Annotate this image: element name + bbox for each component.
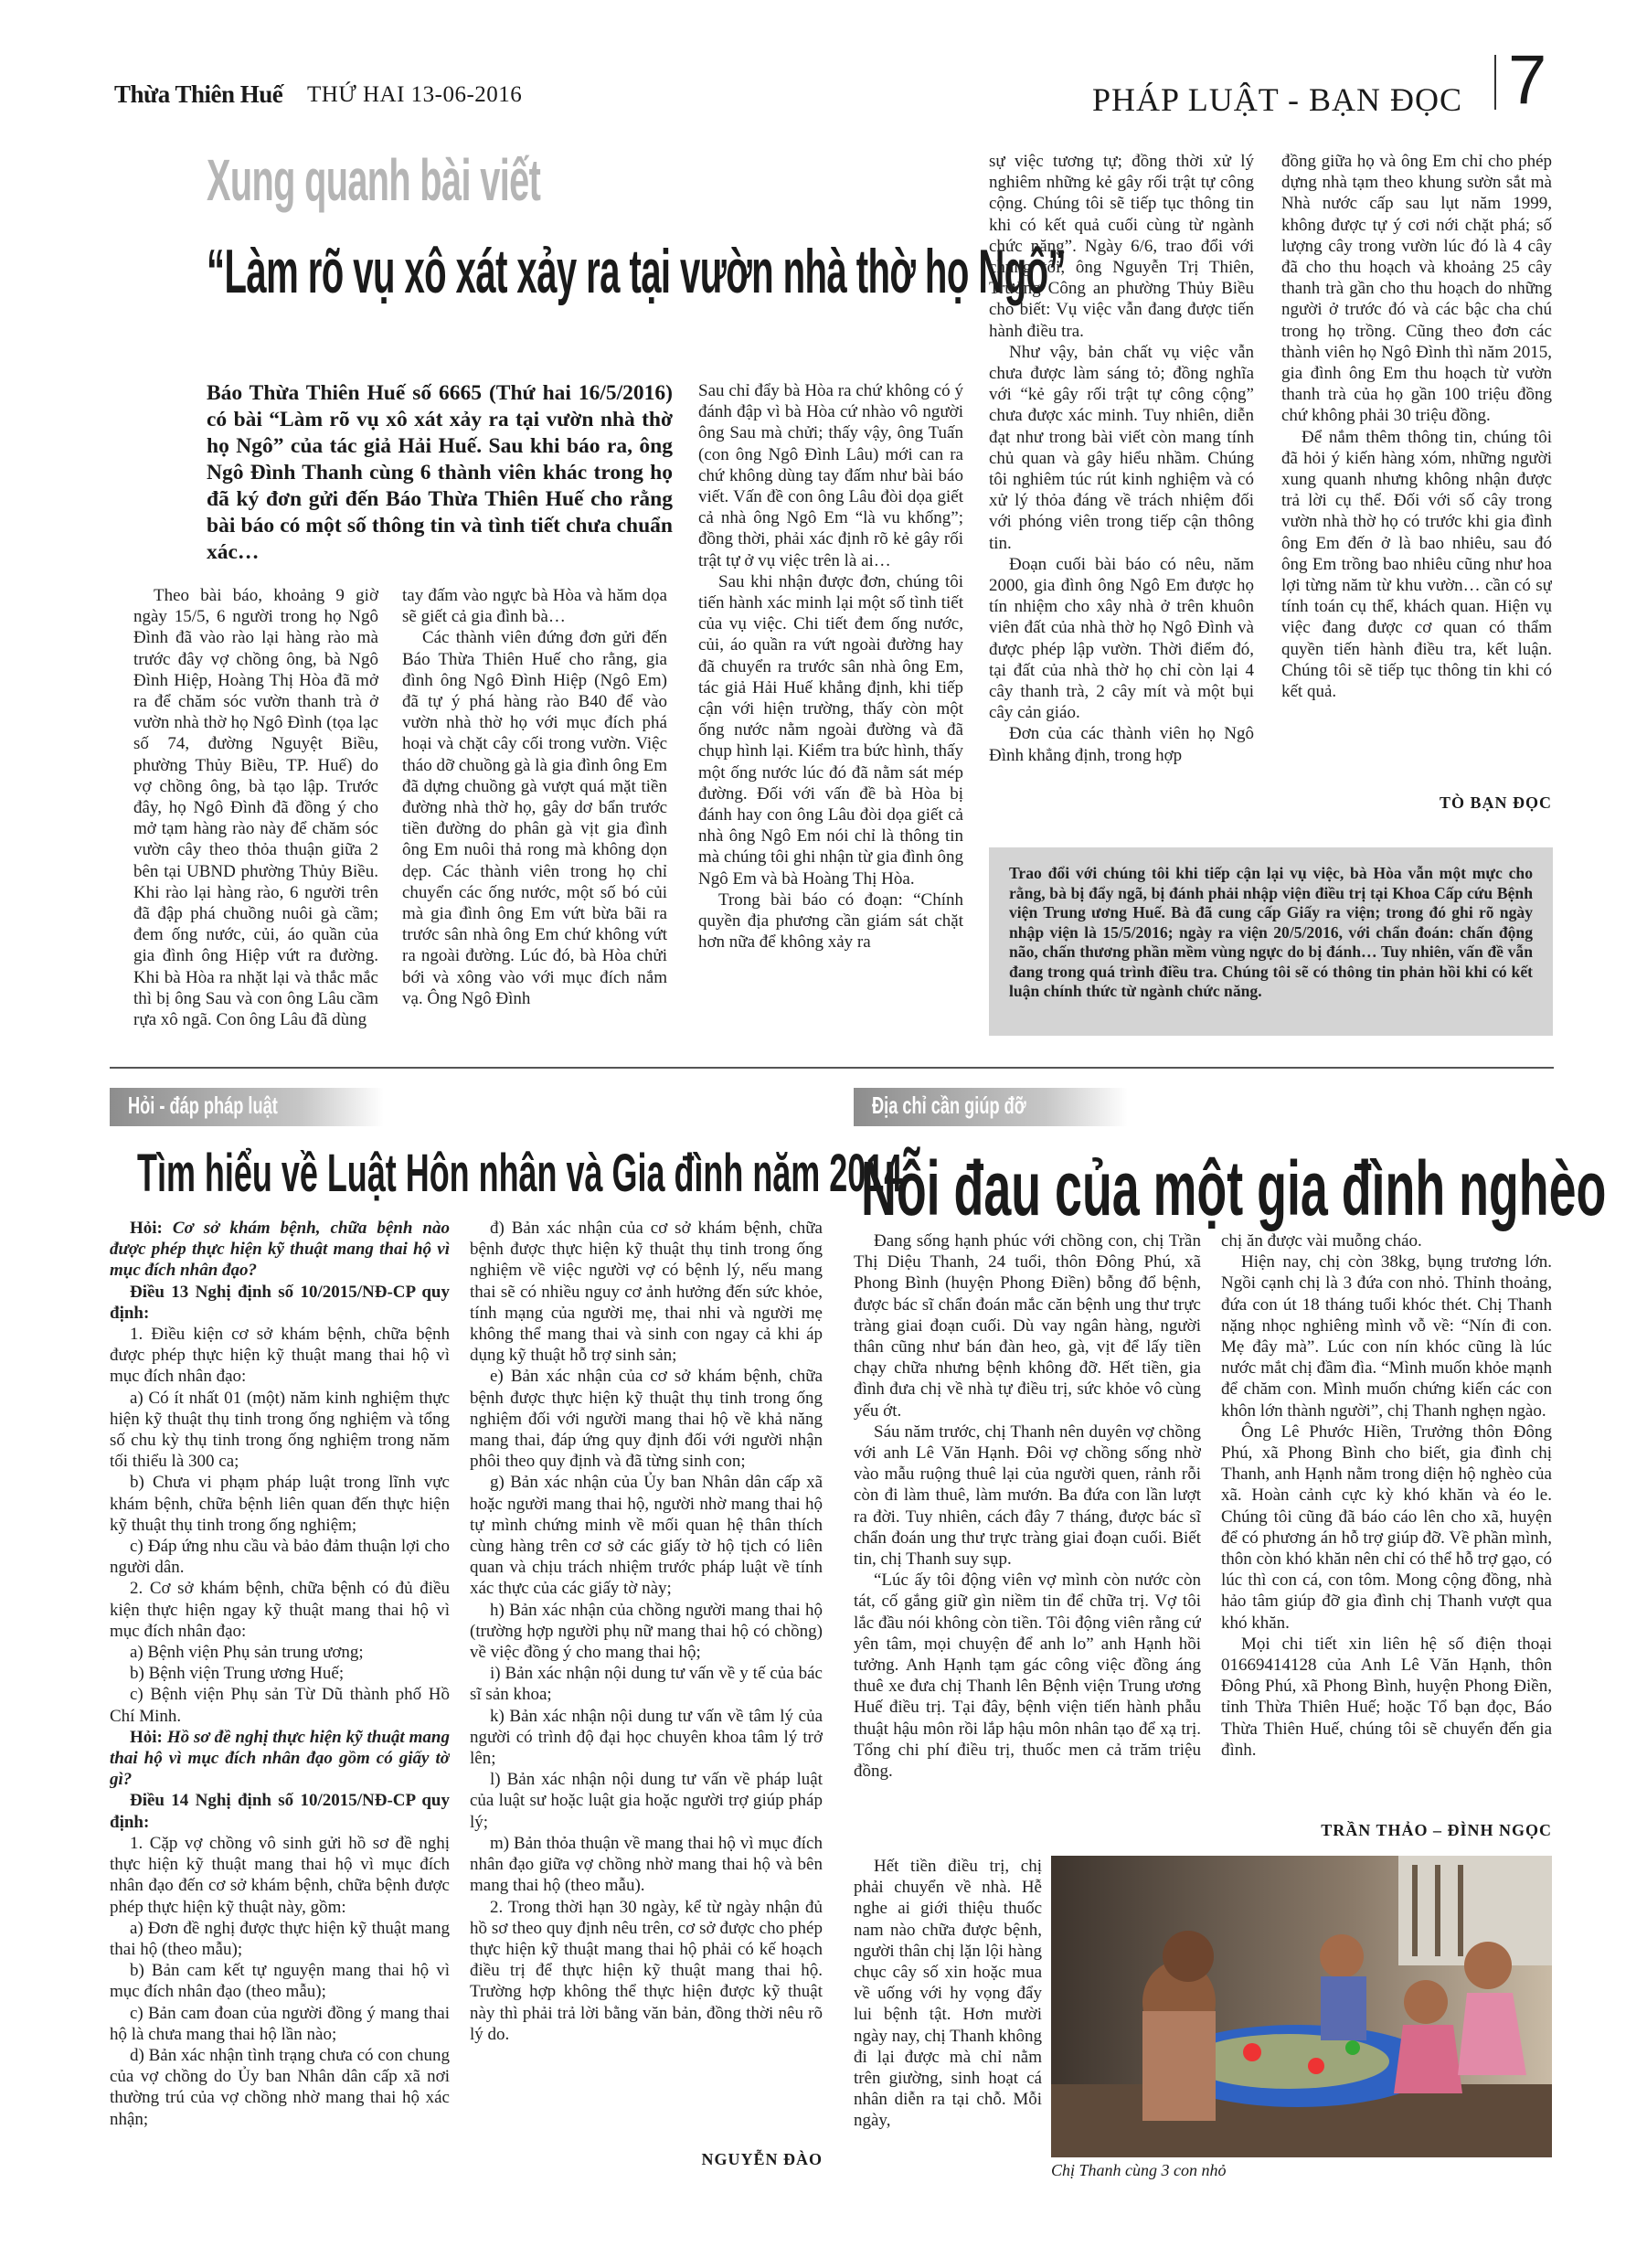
paragraph-text: c) Bệnh viện Phụ sản Từ Dũ thành phố Hồ Chí Minh. [110,1685,450,1726]
paragraph: Như vậy, bản chất vụ việc vẫn chưa được làm sáng tỏ; đồng nghĩa với “kẻ gây rối trật tự công cộng” chưa được xác minh. Tuy nhiên, diễn đạt như trong bài viết còn mang tính chủ quan và gây hiểu nhầm. Chúng tôi nghiêm túc rút kinh nghiệm và có xử lý thỏa đáng về trách nhiệm đối với phóng viên trong tiếp cận thông tin. [989,342,1254,553]
paragraph [110,2003,450,2045]
paragraph: Sáu năm trước, chị Thanh nên duyên vợ chồng với anh Lê Văn Hạnh. Đôi vợ chồng sống nhờ vào mẫu ruộng thuê lại của người quen, rảnh rỗi còn đi làm thuê, làm mướn. Ba đứa con lần lượt ra đời. Tuy nhiên, cách đây 7 tháng, được bác sĩ chẩn đoán ung thư trực tràng giai đoạn cuối. Biết tin, chị Thanh suy sụp. [854,1421,1201,1570]
help-section-label: Địa chỉ cần giúp đỡ [854,1088,1128,1126]
qa-column-2 [470,1218,823,2150]
article-headline: “Làm rõ vụ xô xát xảy ra tại vườn nhà thờ họ Ngô” [207,237,1067,306]
paragraph-text: c) Bản cam đoan của người đồng ý mang thai hộ là chưa mang thai hộ lần nào; [110,2003,450,2044]
paragraph: k) Bản xác nhận nội dung tư vấn về tâm lý của người có trình độ đại học chuyên khoa tâm lý trở lên; [470,1706,823,1769]
paragraph: Ông Lê Phước Hiền, Trưởng thôn Đông Phú, xã Phong Bình cho biết, gia đình chị Thanh, anh Hạnh nằm trong diện hộ nghèo của xã. Hoàn cảnh cực kỳ khó khăn và éo le. Chúng tôi cũng đã báo cáo lên cho xã, huyện để có phương án hỗ trợ giúp đỡ. Về phần mình, thôn còn khó khăn nên chỉ có thể hỗ trợ gạo, có lúc thì con cá, con tôm. Mong cộng đồng, nhà hảo tâm giúp đỡ gia đình chị Thanh vượt qua khó khăn. [1221,1421,1552,1633]
paragraph: “Lúc ấy tôi động viên vợ mình còn nước còn tát, cố gắng giữ gìn niềm tin để chữa trị. Vợ tôi lắc đầu nói không còn tiền. Tôi động viên rằng cứ yên tâm, mọi chuyện để anh lo” anh Hạnh hồi tưởng. Anh Hạnh tạm gác công việc đồng áng thuê xe đưa chị Thanh lên Bệnh viện Trung ương Huế điều trị. Tại đây, bệnh viện tiến hành phẫu thuật hậu môn rồi lắp hậu môn nhân tạo để xạ trị. Tổng chi phí điều trị, thuốc men cả trăm triệu đồng. [854,1571,1201,1782]
help-headline: Nỗi đau của một gia đình nghèo [861,1145,1607,1231]
paragraph [110,1960,450,2002]
paragraph: Các thành viên đứng đơn gửi đến Báo Thừa Thiên Huế cho rằng, gia đình ông Ngô Đình Hiệp (Ngô Em) đã tự ý phá hàng rào B40 để vào vườn nhà thờ họ với mục đích phá hoại và chặt cây cối trong vườn. Việc tháo dỡ chuồng gà là gia đình ông Em đã dựng chuồng gà vượt quá mặt tiền đường nhà thờ họ, gây dơ bẩn trước tiền đường do phân gà vịt gia đình ông Em nuôi thả rong mà không dọn dẹp. Các thành viên trong họ chỉ chuyển các ống nước, một số bó củi mà gia đình ông Em vứt bừa bãi ra trước sân nhà ông Em chứ không vứt ra ngoài đường. Lúc đó, bà Hòa chửi bới và xông vào với mục đích nắm vạ. Ông Ngô Đình [402,628,667,1008]
paragraph-text: 2. Cơ sở khám bệnh, chữa bệnh có đủ điều kiện thực hiện ngay kỹ thuật mang thai hộ vì mục đích nhân đạo: [110,1579,450,1641]
paragraph: chị ăn được vài muỗng cháo. [1221,1231,1422,1251]
top-column-4 [989,151,1254,827]
paragraph-text: a) Có ít nhất 01 (một) năm kinh nghiệm thực hiện kỹ thuật thụ tinh trong ống nghiệm và tổng số chu kỳ thụ tinh trong ống nghiệm trong năm tối thiểu là 300 ca; [110,1388,450,1472]
section-title: PHÁP LUẬT - BẠN ĐỌC [1092,81,1463,118]
paragraph [110,1642,450,1663]
paragraph [110,1324,450,1388]
family-photo-illustration [1051,1856,1552,2157]
top-column-3 [698,380,963,1055]
paragraph [110,1918,450,1960]
question-text: Cơ sở khám bệnh, chữa bệnh nào được phép thực hiện kỹ thuật mang thai hộ vì mục đích nhân đạo? [110,1219,450,1281]
article-lead: Báo Thừa Thiên Huế số 6665 (Thứ hai 16/5/2016) có bài “Làm rõ vụ xô xát xảy ra tại vườn nhà thờ họ Ngô” của tác giả Hải Huế. Sau khi báo ra, ông Ngô Đình Thanh cùng 6 thành viên khác trong họ đã ký đơn gửi đến Báo Thừa Thiên Huế cho rằng bài báo có một số thông tin và tình tiết chưa chuẩn xác… [207,381,673,564]
paragraph: Đơn của các thành viên họ Ngô Đình khẳng định, trong hợp [989,724,1254,765]
paragraph-text: Điều 13 Nghị định số 10/2015/NĐ-CP quy định: [110,1282,450,1323]
question-text: Hồ sơ đề nghị thực hiện kỹ thuật mang thai hộ vì mục đích nhân đạo gồm có giấy tờ gì? [110,1727,450,1790]
paragraph: l) Bản xác nhận nội dung tư vấn về pháp luật của luật sư hoặc luật gia hoặc người trợ giúp pháp lý; [470,1770,823,1832]
qa-headline: Tìm hiểu về Luật Hôn nhân và Gia đình năm 2014 [137,1144,903,1203]
paragraph: đ) Bản xác nhận của cơ sở khám bệnh, chữa bệnh được thực hiện kỹ thuật thụ tinh trong ống nghiệm về việc người vợ có bệnh lý, nếu mang thai sẽ có nhiều nguy cơ ảnh hưởng đến sức khỏe, tính mạng của người mẹ, thai nhi và người mẹ không thể mang thai và sinh con ngay cả khi áp dụng kỹ thuật hỗ trợ sinh sản; [470,1219,823,1366]
paragraph: 2. Trong thời hạn 30 ngày, kể từ ngày nhận đủ hồ sơ theo quy định nêu trên, cơ sở được cho phép thực hiện kỹ thuật mang thai hộ phải có kế hoạch điều trị để thực hiện kỹ thuật mang thai hộ. Trường hợp không thể thực hiện được kỹ thuật này thì phải trả lời bằng văn bản, đồng thời nêu rõ lý do. [470,1897,823,2044]
sidebar-note-box: Trao đổi với chúng tôi khi tiếp cận lại vụ việc, bà Hòa vẫn một mực cho rằng, bà bị đẩy ngã, bị đánh phải nhập viện điều trị tại Khoa Cấp cứu Bệnh viện Trung ương Huế. Bà đã cung cấp Giấy ra viện; trong đó ghi rõ ngày nhập viện là 15/5/2016; ngày ra viện 20/5/2016, với chẩn đoán: chấn động não, chấn thương phần mềm vùng ngực do bị đánh… Tuy nhiên, vấn đề vẫn đang trong quá trình điều tra. Chúng tôi sẽ có thông tin phản hồi khi có kết luận chính thức từ ngành chức năng. [989,847,1553,1036]
paragraph-text: d) Bản xác nhận tình trạng chưa có con chung của vợ chồng do Ủy ban Nhân dân cấp xã nơi thường trú của vợ chồng nhờ mang thai hộ xác nhận; [110,2045,450,2129]
article-kicker: Xung quanh bài viết [207,147,541,213]
paragraph [110,1536,450,1578]
top-signature: TÒ BẠN ĐỌC [1439,793,1552,812]
paragraph: Đoạn cuối bài báo có nêu, năm 2000, gia đình ông Ngô Em được họ tín nhiệm cho xây nhà ở trên khuôn viên đất của nhà thờ họ Ngô Đình và được phép lập vườn. Thời điểm đó, tại đất của nhà thờ họ chỉ còn lại 4 cây thanh trà, 2 cây mít và một bụi cây cản giáo. [989,554,1254,723]
paragraph-text: Hỏi: [130,1219,173,1238]
paragraph [110,1684,450,1726]
paragraph: Theo bài báo, khoảng 9 giờ ngày 15/5, 6 người trong họ Ngô Đình đã vào rào lại hàng rào mà trước đây vợ chồng ông, bà Ngô Đình Hiệp, Hoàng Thị Hòa đã mở ra để chăm sóc vườn thanh trà ở vườn nhà thờ họ Ngô Đình (tọa lạc số 74, đường Nguyệt Biều, phường Thủy Biều, TP. Huế) do vợ chồng ông, bà tạo lập. Trước đây, họ Ngô Đình đã đồng ý cho mở tạm hàng rào này để chăm sóc vườn cây theo thỏa thuận giữa 2 bên tại UBND phường Thủy Biều. Khi rào lại hàng rào, 6 người trên đã đập phá chuồng nuôi gà cầm; đem ống nước, củi, áo quần của gia đình ông Hiệp vứt ra đường. Khi bà Hòa ra nhặt lại và thắc mắc thì bị ông Sau và con ông Lâu cầm rựa xô ngã. Con ông Lâu đã dùng [133,586,378,1030]
paragraph-text: 1. Cặp vợ chồng vô sinh gửi hồ sơ đề nghị thực hiện kỹ thuật mang thai hộ vì mục đích nhân đạo đến cơ sở khám bệnh, chữa bệnh được phép thực hiện kỹ thuật này, gồm: [110,1833,450,1917]
newspaper-name: Thừa Thiên Huế [114,80,283,108]
paragraph [110,1663,450,1684]
qa-signature: NGUYỄN ĐÀO [701,2150,823,2168]
qa-section-label: Hỏi - đáp pháp luật [110,1088,384,1126]
paragraph-text: Điều 14 Nghị định số 10/2015/NĐ-CP quy định: [110,1791,450,1832]
paragraph [110,1578,450,1642]
paragraph [110,1790,450,1832]
paragraph: Để nắm thêm thông tin, chúng tôi đã hỏi ý kiến hàng xóm, những người xung quanh nhưng không nhận được trả lời cụ thể. Đối với số cây trong vườn nhà thờ họ có trước khi gia đình ông Em đến ở là bao nhiêu, sau đó ông Em trồng bao nhiêu cũng như hoa lợi từng năm từ khu vườn… cần có sự tính toán cụ thể, khách quan. Hiện vụ việc đang được cơ quan có thẩm quyền tiến hành điều tra, kết luận. Chúng tôi sẽ tiếp tục thông tin khi có kết quả. [1281,427,1552,702]
paragraph [110,1388,450,1473]
photo-caption: Chị Thanh cùng 3 con nhỏ [1051,2161,1227,2179]
paragraph: tay đấm vào ngực bà Hòa và hăm dọa sẽ giết cả gia đình bà… [402,586,667,627]
paragraph [110,1833,450,1918]
top-column-5 [1281,151,1552,791]
paragraph: h) Bản xác nhận của chồng người mang thai hộ (trường hợp người phụ nữ mang thai hộ có chồng) về việc đồng ý cho mang thai hộ; [470,1600,823,1663]
header-divider [1494,55,1496,110]
help-signature: TRẦN THẢO – ĐÌNH NGỌC [1321,1821,1552,1839]
paragraph-text: a) Đơn đề nghị được thực hiện kỹ thuật mang thai hộ (theo mẫu); [110,1918,450,1959]
issue-date: THỨ HAI 13-06-2016 [307,82,523,107]
paragraph: m) Bản thỏa thuận về mang thai hộ vì mục đích nhân đạo giữa vợ chồng nhờ mang thai hộ và bên mang thai hộ (theo mẫu). [470,1833,823,1896]
paragraph-text: b) Bản cam kết tự nguyện mang thai hộ vì mục đích nhân đạo (theo mẫu); [110,1961,450,2002]
page-number: 7 [1508,41,1547,119]
paragraph: Hiện nay, chị còn 38kg, bụng trương lớn. Ngồi cạnh chị là 3 đứa con nhỏ. Thỉnh thoảng, đứa con út 18 tháng tuổi khóc thét. Chị Thanh nặng nhọc nghiêng mình vỗ về: “Nín đi con. Mẹ đây mà”. Lúc con nín khóc cũng là lúc nước mắt chị đầm đìa. “Mình muốn khỏe mạnh để chăm con. Mình muốn chứng kiến các con khôn lớn thành người”, chị Thanh nghẹn ngào. [1221,1252,1552,1421]
paragraph: Đang sống hạnh phúc với chồng con, chị Trần Thị Diệu Thanh, 24 tuổi, thôn Đông Phú, xã Phong Bình (huyện Phong Điền) bỗng đổ bệnh, được bác sĩ chẩn đoán mắc căn bệnh ung thư trực tràng giai đoạn cuối. Dù vay ngân hàng, người thân cũng như bán đàn heo, gà, vịt để lấy tiền chạy chữa nhưng bệnh không đỡ. Hết tiền, gia đình đưa chị về nhà tự điều trị, sức khỏe vô cùng yếu ớt. [854,1231,1201,1421]
qa-column-1 [110,1218,450,2159]
paragraph: Mọi chi tiết xin liên hệ số điện thoại 01669414128 của Anh Lê Văn Hạnh, thôn Đông Phú, xã Phong Bình, huyện Phong Điền, tỉnh Thừa Thiên Huế; hoặc Tổ bạn đọc, Báo Thừa Thiên Huế, chúng tôi sẽ chuyển đến gia đình. [1221,1634,1552,1760]
paragraph: e) Bản xác nhận của cơ sở khám bệnh, chữa bệnh được thực hiện kỹ thuật thụ tinh trong ống nghiệm đối với người mang thai hộ về khả năng mang thai, đáp ứng quy định đối với người nhận phôi theo quy định và đã từng sinh con; [470,1367,823,1472]
paragraph [110,1727,450,1791]
paragraph: đồng giữa họ và ông Em chỉ cho phép dựng nhà tạm theo khung sườn sắt mà Nhà nước cấp sau lụt năm 1999, không được tự ý cơi nới chặt phá; số lượng cây trong vườn lúc đó là 4 cây đã cho thu hoạch và khoảng 25 cây thanh trà gần cho thu hoạch do những người ở trước đó và các bậc cha chú trong họ trồng. Cũng theo đơn các thành viên họ Ngô Đình thì năm 2015, gia đình ông Em thu hoạch từ vườn thanh trà của họ gần 100 triệu đồng chứ không phải 30 triệu đồng. [1281,152,1552,426]
family-photo [1051,1856,1552,2157]
paragraph [110,1218,450,1282]
paragraph-text: b) Chưa vi phạm pháp luật trong lĩnh vực khám bệnh, chữa bệnh liên quan đến thực hiện kỹ thuật thụ tinh trong ống nghiệm; [110,1473,450,1535]
top-column-2 [402,585,667,1056]
paragraph-text: 1. Điều kiện cơ sở khám bệnh, chữa bệnh được phép thực hiện kỹ thuật mang thai hộ vì mục đích nhân đạo: [110,1325,450,1387]
paragraph: i) Bản xác nhận nội dung tư vấn về y tế của bác sĩ sản khoa; [470,1664,823,1705]
help-column-2 [1221,1230,1552,1806]
paragraph: Sau chỉ đẩy bà Hòa ra chứ không có ý đánh đập vì bà Hòa cứ nhào vô người ông Sau mà chửi; thấy vậy, ông Tuấn (con ông Ngô Đình Lâu) mới can ra chứ không dùng tay đấm như bài báo viết. Vấn đề con ông Lâu đòi dọa giết cả nhà ông Ngô Em “là vu khống”; đồng thời, phải xác định rõ kẻ gây rối trật tự ở vụ việc trên là ai… [698,381,963,570]
paragraph: sự việc tương tự; đồng thời xử lý nghiêm những kẻ gây rối trật tự công cộng. Chúng tôi sẽ tiếp tục thông tin khi có kết quả cuối cùng từ ngành chức năng”. Ngày 6/6, trao đổi với chúng tôi, ông Nguyễn Trị Thiên, Trưởng Công an phường Thủy Biều cho biết: Vụ việc vẫn đang được tiến hành điều tra. [989,152,1254,341]
paragraph-text: a) Bệnh viện Phụ sản trung ương; [130,1643,364,1663]
paragraph: Hết tiền điều trị, chị phải chuyển về nhà. Hễ nghe ai giới thiệu thuốc nam nào chữa được bệnh, người thân chị lặn lội hàng chục cây số xin hoặc mua về uống với hy vọng đẩy lui bệnh tật. Hơn mười ngày nay, chị Thanh không đi lại được mà chỉ nằm trên giường, sinh hoạt cá nhân diễn ra tại chỗ. Mỗi ngày, [854,1857,1042,2131]
paragraph [110,1282,450,1324]
help-column-1 [854,1230,1201,1852]
paragraph: Trong bài báo có đoạn: “Chính quyền địa phương cần giám sát chặt hơn nữa để không xảy ra [698,889,963,953]
paragraph [110,1472,450,1536]
paragraph-text: Hỏi: [130,1727,167,1747]
paragraph [110,2045,450,2130]
paragraph: g) Bản xác nhận của Ủy ban Nhân dân cấp xã hoặc người mang thai hộ, người nhờ mang thai hộ tự mình chứng minh về mối quan hệ thân thích cùng hàng trên cơ sở các giấy tờ hộ tịch có liên quan và chịu trách nhiệm trước pháp luật về tính xác thực của các giấy tờ này; [470,1473,823,1599]
paragraph-text: c) Đáp ứng nhu cầu và bảo đảm thuận lợi cho người dân. [110,1537,450,1578]
top-column-1 [133,585,378,1056]
paragraph-text: b) Bệnh viện Trung ương Huế; [130,1664,345,1684]
paragraph: Sau khi nhận được đơn, chúng tôi tiến hành xác minh lại một số tình tiết của vụ việc. Chi tiết đem ống nước, củi, áo quần ra vứt ngoài đường hay đã chuyển ra trước sân nhà ông Em, tác giả Hải Huế khẳng định, khi tiếp cận với hiện trường, thấy còn một ống nước nằm ngoài đường và đã chụp hình lại. Kiểm tra bức hình, thấy một ống nước lúc đó đã nằm sát mép đường. Đối với vấn đề bà Hòa bị đánh hay con ông Lâu đòi dọa giết cả nhà ông Ngô Em nói chỉ là thông tin mà chúng tôi ghi nhận từ gia đình ông Ngô Em và bà Hoàng Thị Hòa. [698,571,963,889]
section-divider [110,1067,1554,1069]
help-column-1b [854,1856,1042,2185]
